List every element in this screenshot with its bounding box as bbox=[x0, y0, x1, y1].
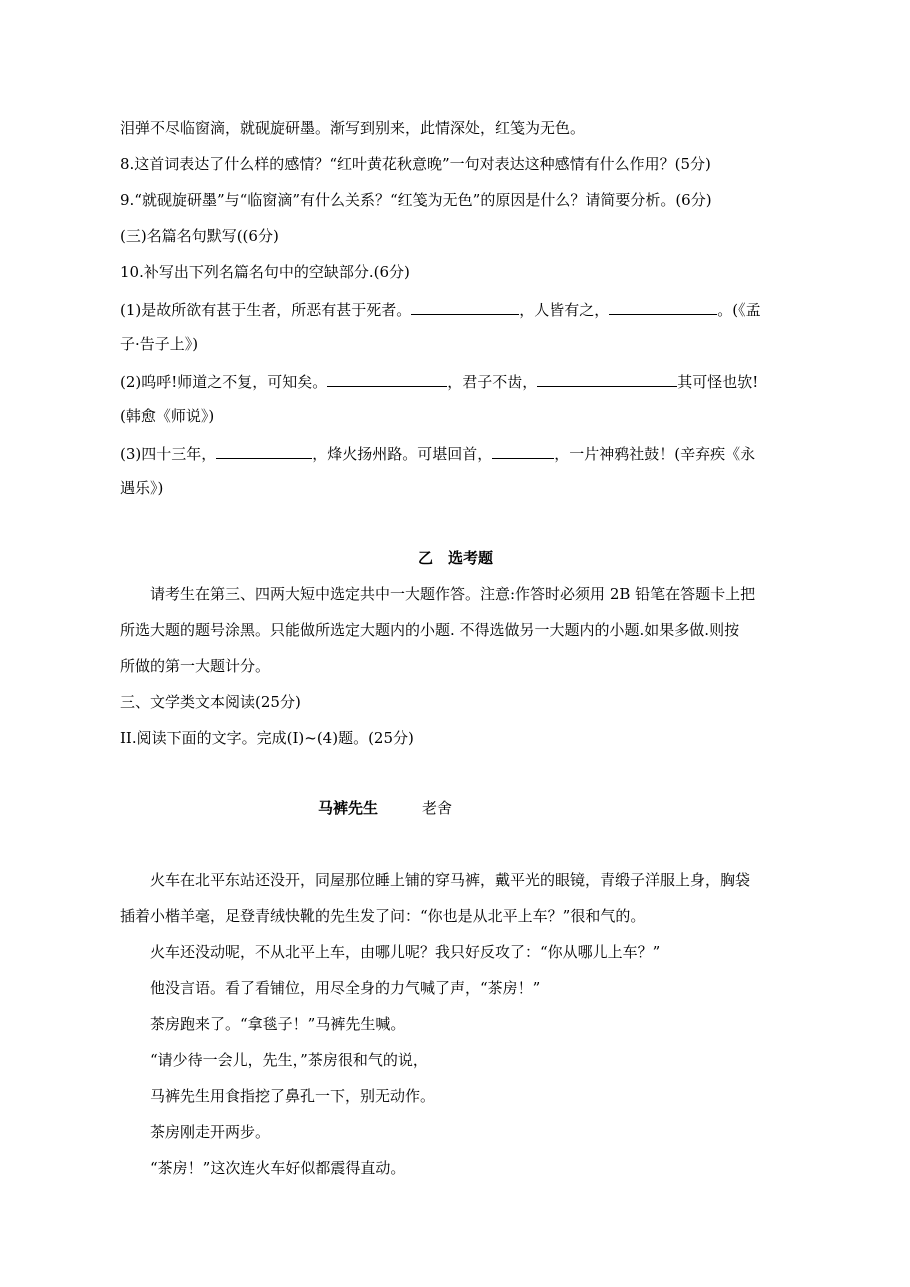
fill-3-text-a: (3)四十三年， bbox=[120, 445, 217, 463]
instructions-line-2: 所选大题的题号涂黑。只能做所选定大题内的小题. 不得选做另一大题内的小题.如果多做.则按 bbox=[120, 621, 740, 639]
story-title: 马裤先生 bbox=[318, 799, 379, 817]
fill-in-1 bbox=[120, 298, 800, 320]
section-literature-heading: 三、文学类文本阅读(25分) bbox=[120, 693, 301, 711]
story-line-7: 马裤先生用食指挖了鼻孔一下，别无动作。 bbox=[150, 1087, 436, 1105]
part-b-heading: 乙 选考题 bbox=[418, 549, 494, 567]
story-line-3: 火车还没动呢，不从北平上车，由哪儿呢？我只好反攻了：“你从哪儿上车？” bbox=[150, 943, 661, 961]
story-author: 老舍 bbox=[422, 799, 453, 817]
fill-2-text-c: 其可怪也欤! bbox=[677, 373, 759, 391]
question-11: II.阅读下面的文字。完成(I)~(4)题。(25分) bbox=[120, 729, 414, 747]
fill-3-text-c: ，一片神鸦社鼓！(辛弃疾《永 bbox=[554, 445, 756, 463]
question-8: 8.这首词表达了什么样的感情？“红叶黄花秋意晚”一句对表达这种感情有什么作用？(5分) bbox=[120, 155, 711, 173]
story-line-9: “茶房！”这次连火车好似都震得直动。 bbox=[150, 1159, 406, 1177]
fill-2-blank-1[interactable] bbox=[327, 370, 447, 387]
fill-1-text-b: ，人皆有之， bbox=[519, 301, 610, 319]
question-10: 10.补写出下列名篇名句中的空缺部分.(6分) bbox=[120, 263, 410, 281]
fill-in-3 bbox=[120, 442, 800, 464]
story-line-6: “请少待一会儿，先生，”茶房很和气的说， bbox=[150, 1051, 428, 1069]
fill-2-text-a: (2)呜呼!师道之不复，可知矣。 bbox=[120, 373, 328, 391]
fill-3-text-b: ，烽火扬州路。可堪回首， bbox=[312, 445, 493, 463]
instructions-line-1: 请考生在第三、四两大短中选定共中一大题作答。注意:作答时必须用 2B 铅笔在答题卡上把 bbox=[150, 585, 756, 603]
poem-tail-line: 泪弹不尽临窗滴，就砚旋研墨。渐写到别来，此情深处，红笺为无色。 bbox=[120, 119, 586, 137]
story-line-4: 他没言语。看了看铺位，用尽全身的力气喊了声，“茶房！” bbox=[150, 979, 541, 997]
instructions-line-3: 所做的第一大题计分。 bbox=[120, 657, 271, 675]
fill-3-blank-2[interactable] bbox=[492, 442, 554, 459]
fill-in-2 bbox=[120, 370, 800, 392]
question-9: 9.“就砚旋研墨”与“临窗滴”有什么关系？“红笺为无色”的原因是什么？请简要分析。(6分) bbox=[120, 191, 712, 209]
fill-2-text-b: ，君子不齿， bbox=[447, 373, 538, 391]
fill-2-continuation: (韩愈《师说》) bbox=[120, 407, 215, 425]
fill-2-blank-2[interactable] bbox=[537, 370, 677, 387]
story-line-5: 茶房跑来了。“拿毯子！”马裤先生喊。 bbox=[150, 1015, 406, 1033]
fill-1-blank-1[interactable] bbox=[411, 298, 519, 315]
fill-3-continuation: 遇乐》) bbox=[120, 479, 164, 497]
fill-3-blank-1[interactable] bbox=[216, 442, 312, 459]
fill-1-continuation: 子·告子上》) bbox=[120, 335, 199, 353]
fill-1-blank-2[interactable] bbox=[609, 298, 717, 315]
section-3-heading: (三)名篇名句默写((6分) bbox=[120, 227, 279, 245]
story-line-2: 插着小楷羊毫，足登青绒快靴的先生发了问：“你也是从北平上车？”很和气的。 bbox=[120, 907, 646, 925]
fill-1-text-a: (1)是故所欲有甚于生者，所恶有甚于死者。 bbox=[120, 301, 412, 319]
story-line-1: 火车在北平东站还没开，同屋那位睡上铺的穿马裤，戴平光的眼镜，青缎子洋服上身，胸袋 bbox=[150, 871, 751, 889]
story-line-8: 茶房刚走开两步。 bbox=[150, 1123, 271, 1141]
fill-1-text-c: 。(《孟 bbox=[717, 301, 761, 319]
